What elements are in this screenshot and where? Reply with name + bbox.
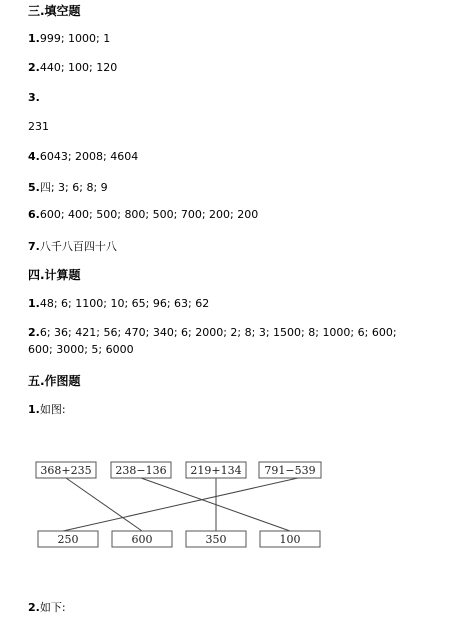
expression-box-1	[36, 462, 96, 478]
item-number: 1.	[28, 32, 40, 45]
fill-answer-6	[28, 208, 258, 221]
fill-answer-1	[28, 32, 110, 45]
section-5-heading: 五.作图题	[28, 374, 81, 388]
answer-text: 四; 3; 6; 8; 9	[39, 181, 108, 194]
item-number: 3.	[28, 91, 40, 104]
match-line-4	[63, 478, 298, 531]
result-box-2-label: 600	[131, 533, 153, 546]
section-3-heading: 三.填空题	[28, 4, 81, 18]
fill-answer-5	[28, 179, 108, 195]
expression-box-4-label: 791−539	[264, 464, 316, 477]
item-number: 5.	[28, 181, 40, 194]
item-number: 6.	[28, 208, 40, 221]
calc-answer-2-cont	[28, 343, 134, 356]
answer-text: 48; 6; 1100; 10; 65; 96; 63; 62	[39, 297, 210, 310]
matching-diagram	[34, 458, 324, 554]
result-box-4	[260, 531, 320, 547]
expression-box-3	[186, 462, 246, 478]
calc-answer-2	[28, 326, 397, 339]
result-box-3	[186, 531, 246, 547]
item-number: 2.	[28, 601, 40, 614]
fill-answer-2	[28, 61, 117, 74]
answer-text: 600; 400; 500; 800; 500; 700; 200; 200	[39, 208, 259, 221]
expression-box-2	[111, 462, 171, 478]
answer-text: 如下:	[39, 601, 66, 614]
match-line-1	[66, 478, 142, 531]
answer-text: 440; 100; 120	[39, 61, 118, 74]
fill-answer-3-value	[28, 120, 49, 133]
answer-text: 999; 1000; 1	[39, 32, 111, 45]
item-number: 2.	[28, 61, 40, 74]
result-box-2	[112, 531, 172, 547]
expression-box-4	[259, 462, 321, 478]
fill-answer-7	[28, 238, 117, 254]
item-number: 7.	[28, 240, 40, 253]
item-number: 1.	[28, 403, 40, 416]
item-number: 1.	[28, 297, 40, 310]
calc-answer-1	[28, 297, 209, 310]
draw-answer-1	[28, 401, 66, 417]
result-box-3-label: 350	[205, 533, 227, 546]
answer-text: 八千八百四十八	[39, 240, 117, 253]
answer-text: 6; 36; 421; 56; 470; 340; 6; 2000; 2; 8; 3; 1500; 8; 1000; 6; 600;	[39, 326, 397, 339]
answer-text: 6043; 2008; 4604	[39, 150, 139, 163]
result-box-4-label: 100	[279, 533, 301, 546]
expression-box-1-label: 368+235	[40, 464, 92, 477]
expression-box-2-label: 238−136	[115, 464, 167, 477]
draw-answer-2	[28, 599, 66, 615]
answer-text: 231	[28, 120, 49, 133]
answer-text: 如图:	[39, 403, 66, 416]
expression-box-3-label: 219+134	[190, 464, 242, 477]
answer-text: 600; 3000; 5; 6000	[28, 343, 134, 356]
item-number: 2.	[28, 326, 40, 339]
result-box-1-label: 250	[57, 533, 79, 546]
fill-answer-4	[28, 150, 138, 163]
section-4-heading: 四.计算题	[28, 268, 81, 282]
result-box-1	[38, 531, 98, 547]
item-number: 4.	[28, 150, 40, 163]
fill-answer-3	[28, 91, 40, 104]
